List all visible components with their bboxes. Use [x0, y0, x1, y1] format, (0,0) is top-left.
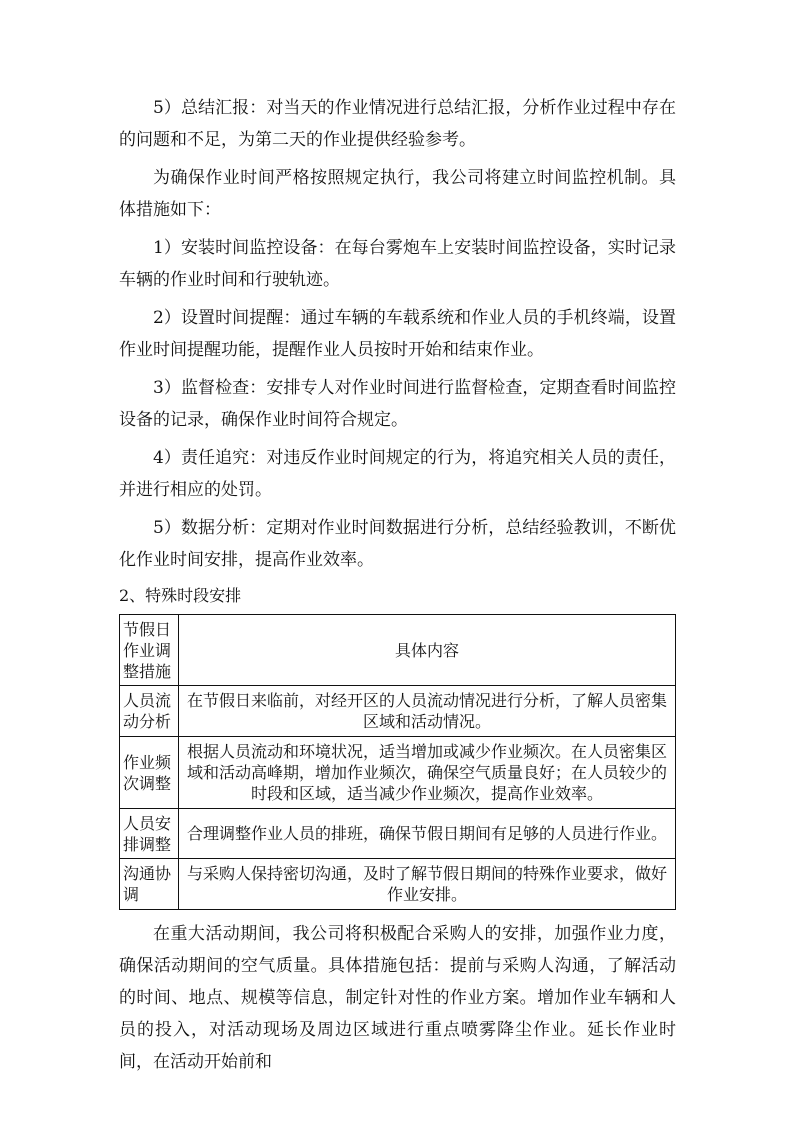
- paragraph: 在重大活动期间，我公司将积极配合采购人的安排，加强作业力度，确保活动期间的空气质量。具体措施包括：提前与采购人沟通，了解活动的时间、地点、规模等信息，制定针对性的作业方案。增加作业车辆和人员的投入，对活动现场及周边区域进行重点喷雾降尘作业。延长作业时间，在活动开始前和: [119, 924, 676, 1072]
- table-header-row: [120, 615, 676, 686]
- paragraph: 1）安装时间监控设备：在每台雾炮车上安装时间监控设备，实时记录车辆的作业时间和行驶轨迹。: [119, 238, 676, 290]
- table-cell-content: 在节假日来临前，对经开区的人员流动情况进行分析，了解人员密集区域和活动情况。: [179, 686, 676, 737]
- paragraph: 2）设置时间提醒：通过车辆的车载系统和作业人员的手机终端，设置作业时间提醒功能，提醒作业人员按时开始和结束作业。: [119, 308, 676, 360]
- table-cell-content: 合理调整作业人员的排班，确保节假日期间有足够的人员进行作业。: [179, 809, 676, 859]
- document-body: [119, 92, 676, 1084]
- paragraph: 4）责任追究：对违反作业时间规定的行为，将追究相关人员的责任，并进行相应的处罚。: [119, 448, 676, 500]
- holiday-adjustment-table: [119, 614, 676, 910]
- table-row: [120, 859, 676, 910]
- table-row: [120, 737, 676, 809]
- section-heading: 2、特殊时段安排: [119, 586, 242, 605]
- table-row: [120, 686, 676, 737]
- table-header-cell: 节假日作业调整措施: [120, 615, 179, 686]
- table-cell-content: 根据人员流动和环境状况，适当增加或减少作业频次。在人员密集区域和活动高峰期，增加作业频次，确保空气质量良好；在人员较少的时段和区域，适当减少作业频次，提高作业效率。: [179, 737, 676, 809]
- table-cell-measure: 作业频次调整: [120, 737, 179, 809]
- paragraph: 5）总结汇报：对当天的作业情况进行总结汇报，分析作业过程中存在的问题和不足，为第二天的作业提供经验参考。: [119, 98, 676, 150]
- table-cell-content: 与采购人保持密切沟通，及时了解节假日期间的特殊作业要求，做好作业安排。: [179, 859, 676, 910]
- paragraph: 为确保作业时间严格按照规定执行，我公司将建立时间监控机制。具体措施如下：: [119, 168, 676, 220]
- table-row: [120, 809, 676, 859]
- table-cell-measure: 人员安排调整: [120, 809, 179, 859]
- paragraph: 5）数据分析：定期对作业时间数据进行分析，总结经验教训，不断优化作业时间安排，提高作业效率。: [119, 518, 676, 570]
- paragraph: 3）监督检查：安排专人对作业时间进行监督检查，定期查看时间监控设备的记录，确保作业时间符合规定。: [119, 378, 676, 430]
- table-cell-measure: 沟通协调: [120, 859, 179, 910]
- table-header-cell: 具体内容: [179, 615, 676, 686]
- table-cell-measure: 人员流动分析: [120, 686, 179, 737]
